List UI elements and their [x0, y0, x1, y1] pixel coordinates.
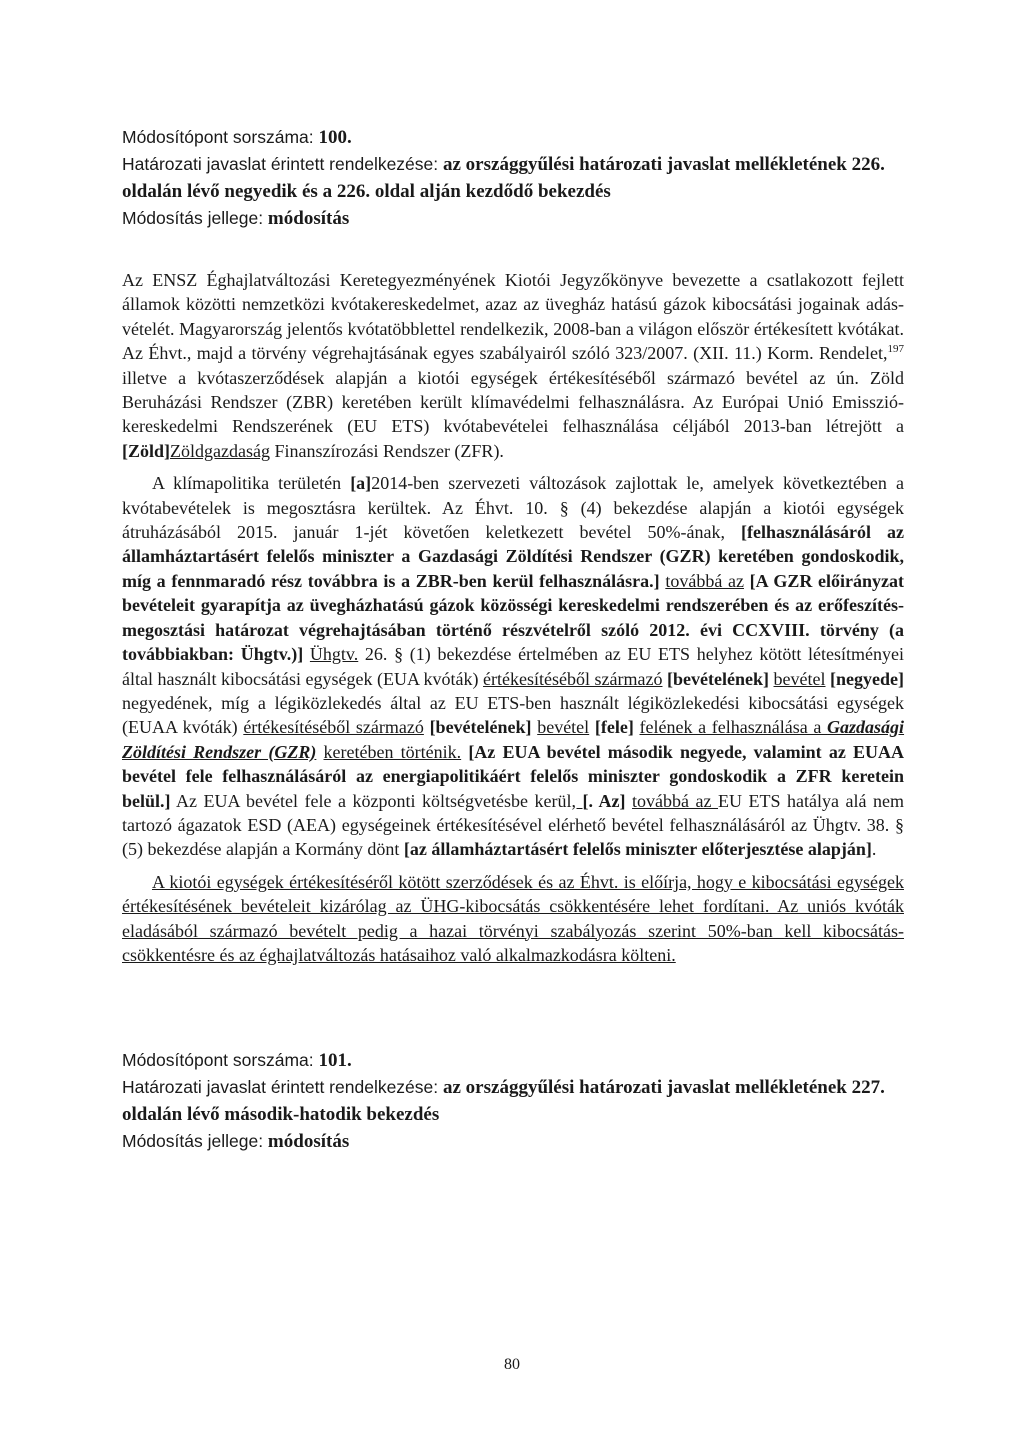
- document-page: [122, 124, 904, 1155]
- amendment-type-value: módosítás: [267, 208, 350, 229]
- amendment-point-line: Módosítópont sorszáma: 100.: [122, 127, 352, 148]
- footnote-ref: 197: [887, 343, 904, 356]
- amendment-target-value: az országgyűlési határozati javaslat mellékletének 226. oldalán lévő negyedik és a 226. oldal alján kezdődő bekezdés: [122, 154, 885, 202]
- amendment-type-line: Módosítás jellege: módosítás: [122, 208, 350, 229]
- paragraph-inserted-text: A kiotói egységek értékesítéséről kötött szerződések és az Éhvt. is előírja, hogy e kibocsátási egységek értékesítésének bevételeit kizárólag az ÜHG-kibocsátás csökkentésére lehet fordítani. Az uniós kvóták eladásából származó bevételt pedig a hazai törvényi szabályozás szerint 50%-ban kell kibocsátás-csökkentésre és az éghajlatváltozás hatásaihoz való alkalmazkodásra költeni.: [122, 871, 904, 965]
- amendment-point-number: 100.: [318, 127, 352, 148]
- amendment-target-line: Határozati javaslat érintett rendelkezése: az országgyűlési határozati javaslat mellékletének 226. oldalán lévő negyedik és a 226. oldal alján kezdődő bekezdés: [122, 154, 885, 202]
- amendment-target-line: Határozati javaslat érintett rendelkezése: az országgyűlési határozati javaslat mellékletének 227. oldalán lévő második-hatodik bekezdés: [122, 1077, 885, 1126]
- page-number: 80: [504, 1356, 520, 1373]
- amendment-target-value: az országgyűlési határozati javaslat mellékletének 227. oldalán lévő második-hatodik bekezdés: [122, 1077, 885, 1126]
- amendment-type-value: módosítás: [267, 1131, 350, 1153]
- amendment-point-line: Módosítópont sorszáma: 101.: [122, 1050, 352, 1072]
- paragraph-kyoto-background: Az ENSZ Éghajlatváltozási Keretegyezményének Kiotói Jegyzőkönyve bevezette a csatlakozott fejlett államok közötti nemzetközi kvótakereskedelmet, azaz az üvegház hatású gázok kibocsátási jogainak adás-vételét. Magyarország jelentős kvótatöbblettel rendelkezik, 2008-ban a világon először értékesített kvótákat. Az Éhvt., majd a törvény végrehajtásának egyes szabályairól szóló 323/2007. (XII. 11.) Korm. Rendelet,$^{197}$ illetve a kvótaszerződések alapján a kiotói egységek értékesítéséből származó bevétel az ún. Zöld Beruházási Rendszer (ZBR) keretében került klímavédelmi felhasználásra. Az Európai Unió Emisszió-kereskedelmi Rendszerének (EU ETS) kvótabevételei felhasználása céljából 2013-ban létrejött a [Zöld]Zöldgazdaság Finanszírozási Rendszer (ZFR).: [122, 270, 904, 461]
- amendment-header-100: [122, 124, 904, 232]
- amendment-header-101: [122, 1047, 904, 1155]
- amendment-point-number: 101.: [318, 1050, 352, 1072]
- paragraph-climate-policy: A klímapolitika területén [a]2014-ben szervezeti változások zajlottak le, amelyek következtében a kvótabevételek is megosztásra kerültek. Az Éhvt. 10. § (4) bekezdése alapján a kiotói egységek átruházásából 2015. január 1-jét követően keletkezett bevétel 50%-ának, [felhasználásáról az államháztartásért felelős miniszter a Gazdasági Zöldítési Rendszer (GZR) keretében gondoskodik, míg a fennmaradó rész továbbra is a ZBR-ben kerül felhasználásra.] továbbá az [A GZR előirányzat bevételeit gyarapítja az üvegházhatású gázok közösségi kereskedelmi rendszerében és az erőfeszítés-megosztási határozat végrehajtásában történő részvételről szóló 2012. évi CCXVIII. törvény (a továbbiakban: Ühgtv.)] Ühgtv. 26. § (1) bekezdése értelmében az EU ETS helyhez kötött létesítményei által használt kibocsátási egységek (EUA kvóták) értékesítéséből származó [bevételének] bevétel [negyede] negyedének, míg a légiközlekedés által az EU ETS-ben használt légiközlekedési kibocsátási egységek (EUAA kvóták) értékesítéséből származó [bevételének] bevétel [fele] felének a felhasználása a Gazdasági Zöldítési Rendszer (GZR) keretében történik. [Az EUA bevétel második negyede, valamint az EUAA bevétel fele felhasználásáról az energiapolitikáért felelős miniszter gondoskodik a ZFR keretein belül.] Az EUA bevétel fele a központi költségvetésbe kerül, [. Az] továbbá az EU ETS hatálya alá nem tartozó ágazatok ESD (AEA) egységeinek értékesítésével elérhető bevétel felhasználásáról az Ühgtv. 38. § (5) bekezdése alapján a Kormány dönt [az államháztartásért felelős miniszter előterjesztése alapján].: [122, 473, 905, 860]
- amendment-type-line: Módosítás jellege: módosítás: [122, 1131, 350, 1153]
